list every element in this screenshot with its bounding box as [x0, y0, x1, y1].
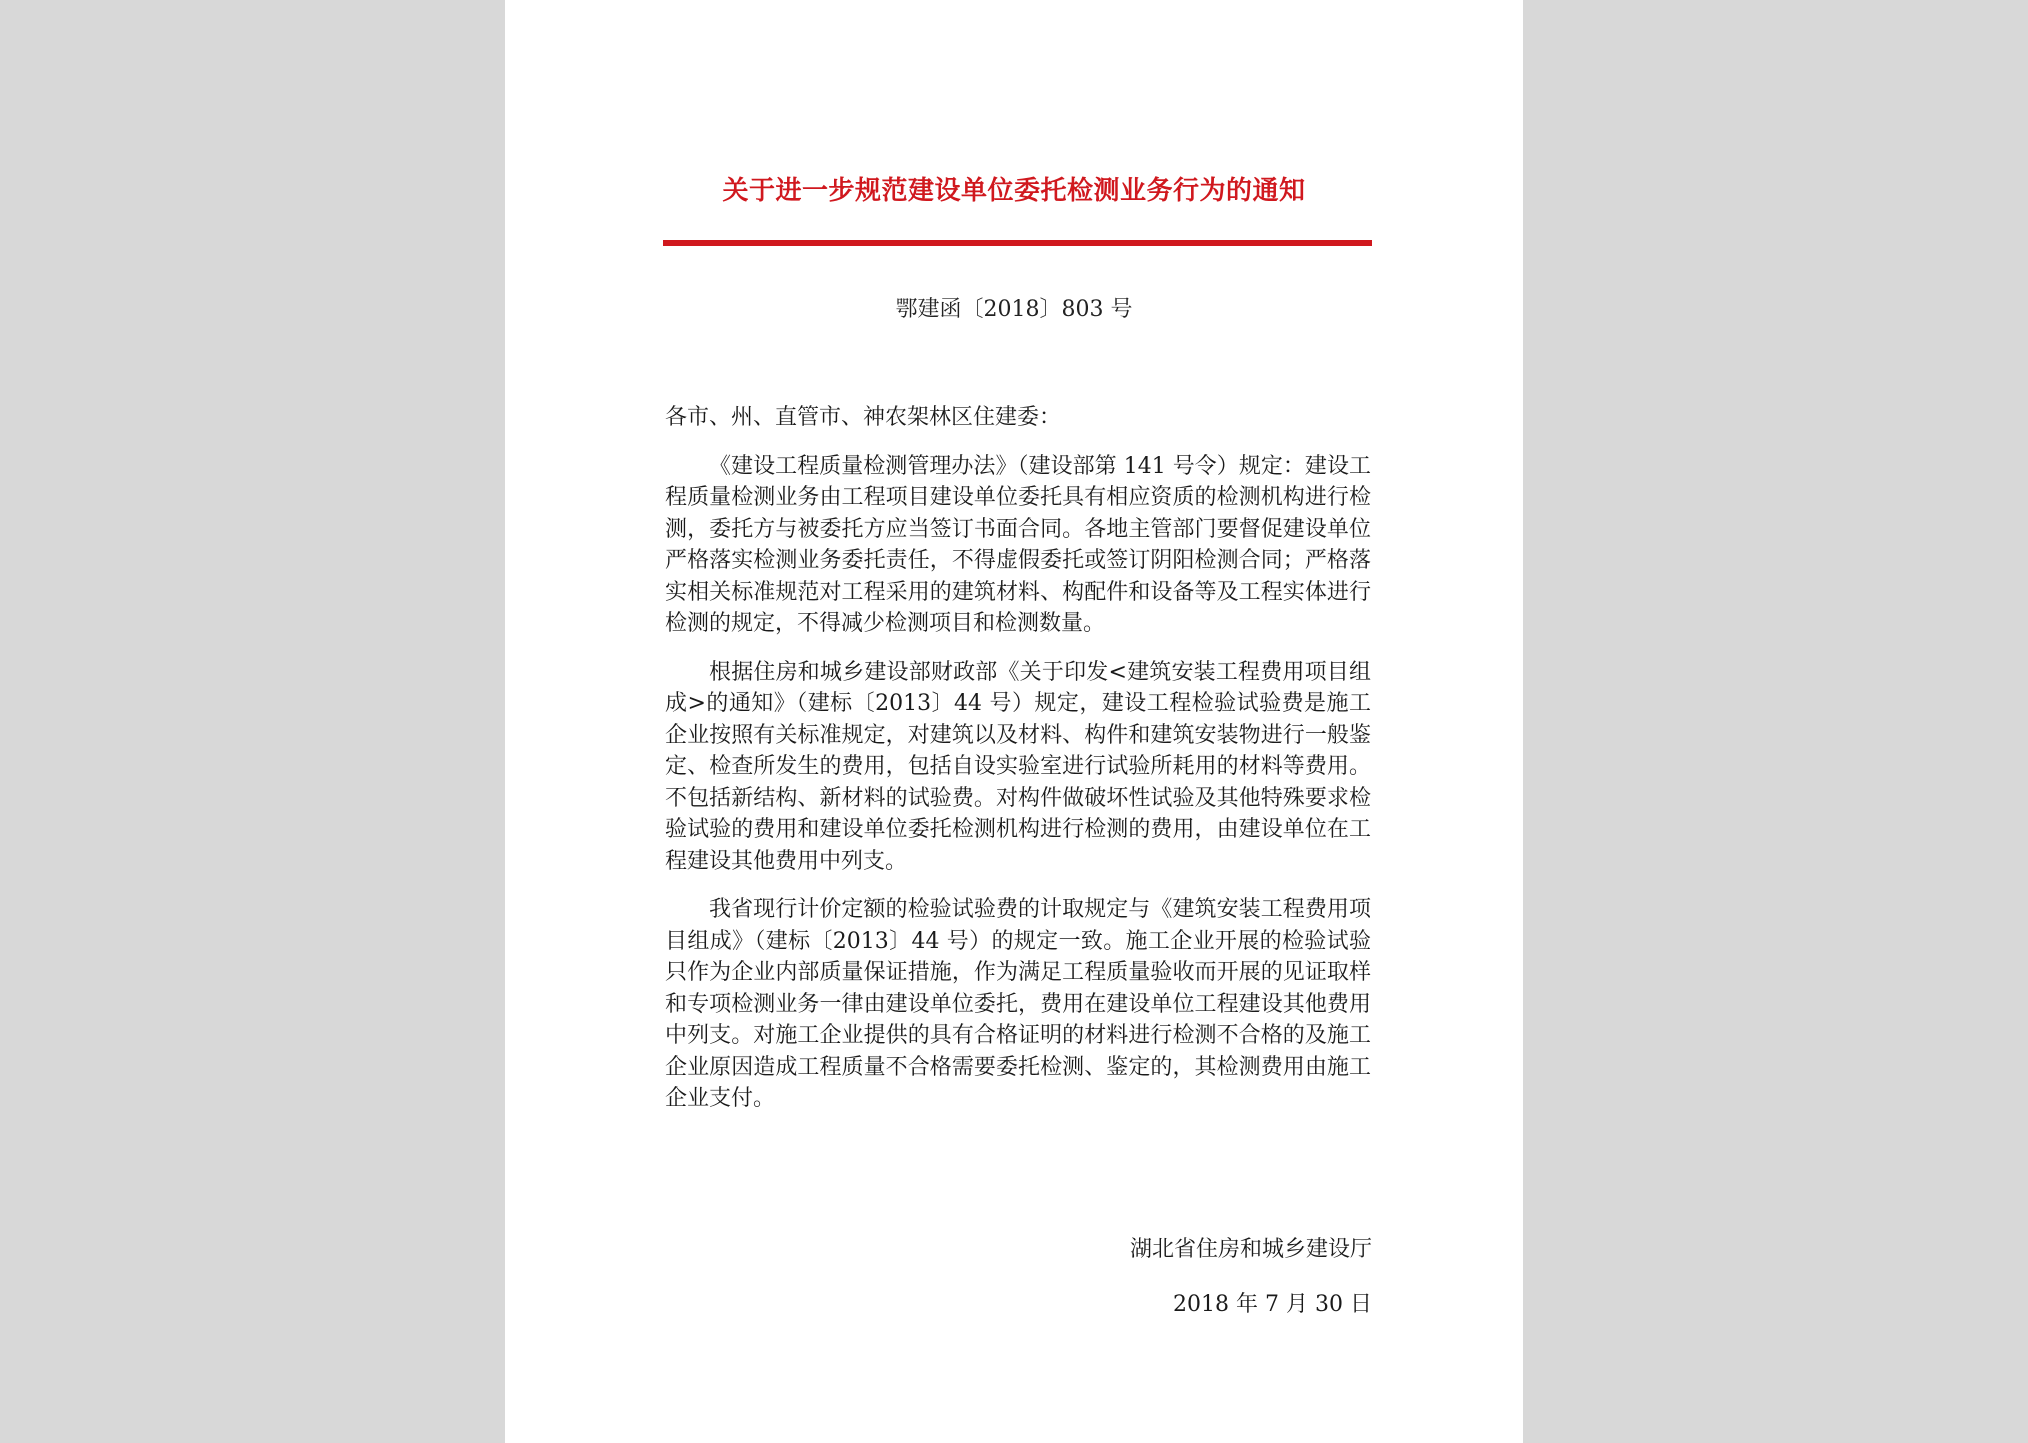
document-page	[505, 0, 1523, 1443]
red-header-rule	[663, 240, 1372, 246]
document-title: 关于进一步规范建设单位委托检测业务行为的通知	[722, 176, 1306, 206]
body-paragraph-1: 《建设工程质量检测管理办法》（建设部第 141 号令）规定：建设工程质量检测业务由工程项目建设单位委托具有相应资质的检测机构进行检测，委托方与被委托方应当签订书面合同。各地主管部门要督促建设单位严格落实检测业务委托责任，不得虚假委托或签订阴阳检测合同；严格落实相关标准规范对工程采用的建筑材料、构配件和设备等及工程实体进行检测的规定，不得减少检测项目和检测数量。	[665, 453, 1371, 636]
salutation: 各市、州、直管市、神农架林区住建委：	[665, 405, 1062, 430]
document-number: 鄂建函〔2018〕803 号	[895, 297, 1133, 322]
issuer-signature: 湖北省住房和城乡建设厅	[1129, 1237, 1372, 1262]
issue-date: 2018 年 7 月 30 日	[1173, 1292, 1372, 1317]
body-paragraph-3: 我省现行计价定额的检验试验费的计取规定与《建筑安装工程费用项目组成》（建标〔2013〕44 号）的规定一致。施工企业开展的检验试验只作为企业内部质量保证措施，作为满足工程质量验收而开展的见证取样和专项检测业务一律由建设单位委托，费用在建设单位工程建设其他费用中列支。对施工企业提供的具有合格证明的材料进行检测不合格的及施工企业原因造成工程质量不合格需要委托检测、鉴定的，其检测费用由施工企业支付。	[665, 897, 1371, 1111]
document-body	[665, 402, 1371, 1132]
body-paragraph-2: 根据住房和城乡建设部财政部《关于印发<建筑安装工程费用项目组成>的通知》（建标〔2013〕44 号）规定，建设工程检验试验费是施工企业按照有关标准规定，对建筑以及材料、构件和建筑安装物进行一般鉴定、检查所发生的费用，包括自设实验室进行试验所耗用的材料等费用。不包括新结构、新材料的试验费。对构件做破坏性试验及其他特殊要求检验试验的费用和建设单位委托检测机构进行检测的费用，由建设单位在工程建设其他费用中列支。	[665, 659, 1371, 874]
